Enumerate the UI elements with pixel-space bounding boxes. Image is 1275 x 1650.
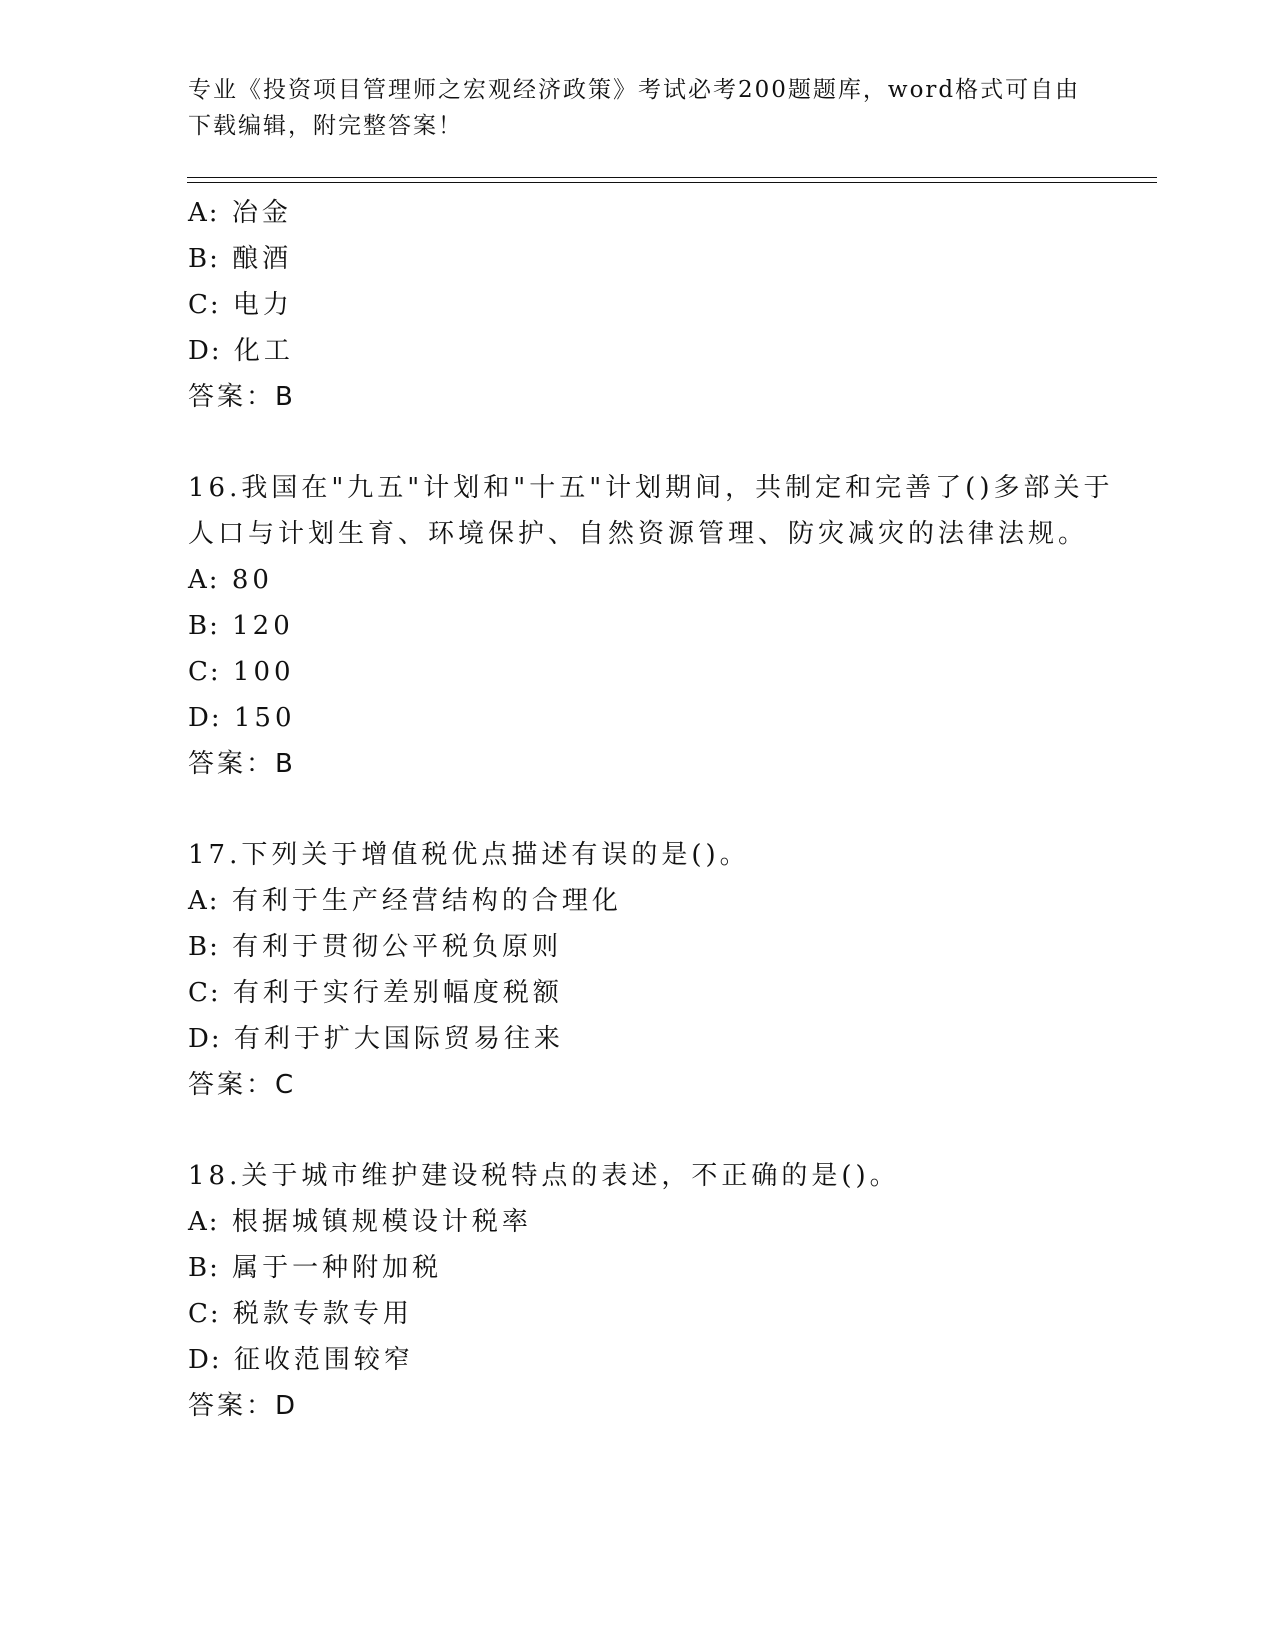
option-text: 化工 bbox=[233, 336, 294, 366]
option-text: 电力 bbox=[232, 290, 293, 320]
option-letter: C: bbox=[188, 978, 221, 1008]
option-text: 有利于扩大国际贸易往来 bbox=[233, 1024, 564, 1054]
option-letter: B: bbox=[188, 244, 220, 274]
option-letter: C: bbox=[188, 657, 221, 687]
option-text: 属于一种附加税 bbox=[232, 1253, 443, 1283]
answer-line: 答案：D bbox=[188, 1391, 299, 1421]
question-text-line-1: 18.关于城市维护建设税特点的表述，不正确的是()。 bbox=[188, 1161, 900, 1191]
option-letter: A: bbox=[188, 1207, 220, 1237]
option-text: 有利于贯彻公平税负原则 bbox=[232, 932, 563, 962]
option-a bbox=[188, 1199, 1168, 1245]
option-letter: D: bbox=[188, 703, 222, 733]
option-d bbox=[188, 1337, 1168, 1383]
option-text: 酿酒 bbox=[232, 244, 293, 274]
option-letter: A: bbox=[188, 886, 220, 916]
header-line-2: 下载编辑，附完整答案！ bbox=[188, 113, 463, 139]
option-d bbox=[188, 1016, 1168, 1062]
option-c bbox=[188, 282, 1168, 328]
option-letter: C: bbox=[188, 1299, 221, 1329]
option-text: 有利于生产经营结构的合理化 bbox=[231, 886, 622, 916]
option-letter: D: bbox=[188, 336, 222, 366]
option-letter: B: bbox=[188, 932, 220, 962]
question-text-line-2: 人口与计划生育、环境保护、自然资源管理、防灾减灾的法律法规。 bbox=[188, 519, 1089, 549]
question-17 bbox=[188, 832, 1168, 1108]
option-c bbox=[188, 1291, 1168, 1337]
option-a bbox=[188, 557, 1168, 603]
option-c bbox=[188, 649, 1168, 695]
option-letter: D: bbox=[188, 1024, 222, 1054]
option-text: 100 bbox=[232, 657, 295, 687]
answer-line: 答案：C bbox=[188, 1070, 297, 1100]
question-list bbox=[188, 190, 1168, 1429]
option-text: 80 bbox=[231, 565, 273, 595]
document-header bbox=[188, 72, 1088, 144]
option-a bbox=[188, 190, 1168, 236]
header-rule-bottom bbox=[187, 182, 1157, 183]
option-d bbox=[188, 328, 1168, 374]
option-letter: B: bbox=[188, 1253, 220, 1283]
option-text: 根据城镇规模设计税率 bbox=[231, 1207, 532, 1237]
option-text: 120 bbox=[232, 611, 294, 641]
option-letter: A: bbox=[188, 198, 220, 228]
option-letter: D: bbox=[188, 1345, 222, 1375]
option-d bbox=[188, 695, 1168, 741]
option-b bbox=[188, 924, 1168, 970]
option-text: 税款专款专用 bbox=[232, 1299, 413, 1329]
option-b bbox=[188, 603, 1168, 649]
answer-line: 答案：B bbox=[188, 749, 296, 779]
option-text: 150 bbox=[233, 703, 296, 733]
option-text: 冶金 bbox=[231, 198, 292, 228]
option-b bbox=[188, 236, 1168, 282]
option-b bbox=[188, 1245, 1168, 1291]
question-15 bbox=[188, 190, 1168, 420]
answer-line: 答案：B bbox=[188, 382, 296, 412]
question-18 bbox=[188, 1153, 1168, 1429]
question-16 bbox=[188, 465, 1168, 787]
option-text: 征收范围较窄 bbox=[233, 1345, 414, 1375]
question-text-line-1: 16.我国在"九五"计划和"十五"计划期间，共制定和完善了()多部关于 bbox=[188, 473, 1114, 503]
question-text-line-1: 17.下列关于增值税优点描述有误的是()。 bbox=[188, 840, 750, 870]
option-c bbox=[188, 970, 1168, 1016]
option-text: 有利于实行差别幅度税额 bbox=[232, 978, 563, 1008]
option-letter: A: bbox=[188, 565, 220, 595]
option-letter: C: bbox=[188, 290, 221, 320]
option-a bbox=[188, 878, 1168, 924]
header-line-1: 专业《投资项目管理师之宏观经济政策》考试必考200题题库，word格式可自由 bbox=[188, 77, 1081, 103]
option-letter: B: bbox=[188, 611, 220, 641]
header-rule-top bbox=[187, 177, 1157, 178]
